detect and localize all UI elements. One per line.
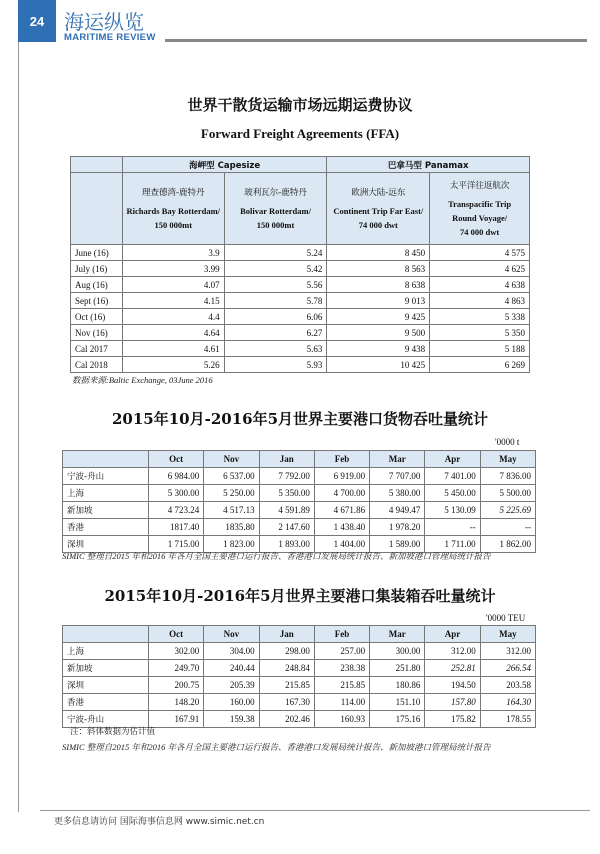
container-column-header: Nov [204, 626, 259, 643]
ffa-period: June (16) [71, 245, 123, 261]
ffa-value: 9 438 [327, 341, 430, 357]
ffa-value: 3.99 [122, 261, 224, 277]
container-value: 304.00 [204, 643, 259, 660]
cargo-value: 2 147.60 [259, 519, 314, 536]
ffa-value: 5.78 [224, 293, 327, 309]
footer-text: 更多信息请访问 国际海事信息网 www.simic.net.cn [54, 817, 265, 827]
cargo-value: -- [480, 519, 535, 536]
container-column-header: May [480, 626, 535, 643]
cargo-value: 7 707.00 [370, 468, 425, 485]
container-value: 202.46 [259, 711, 314, 728]
container-value: 252.81 [425, 660, 480, 677]
container-unit: '0000 TEU [486, 613, 526, 623]
cargo-column-header: May [480, 451, 535, 468]
container-value: 238.38 [314, 660, 369, 677]
cargo-value: 1 862.00 [480, 536, 535, 553]
container-value: 194.50 [425, 677, 480, 694]
ffa-period: Nov (16) [71, 325, 123, 341]
container-value: 114.00 [314, 694, 369, 711]
footer-rule [40, 810, 590, 811]
cargo-value: 5 300.00 [149, 485, 204, 502]
ffa-value: 6.27 [224, 325, 327, 341]
container-value: 312.00 [425, 643, 480, 660]
ffa-period: Cal 2018 [71, 357, 123, 373]
ffa-value: 4 638 [430, 277, 530, 293]
container-value: 249.70 [149, 660, 204, 677]
ffa-route: 太平洋往返航次 Transpacific Trip Round Voyage/ 74 000 dwt [430, 173, 530, 245]
container-value: 167.91 [149, 711, 204, 728]
ffa-row [71, 261, 530, 277]
container-column-header: Jan [259, 626, 314, 643]
container-value: 205.39 [204, 677, 259, 694]
container-value: 298.00 [259, 643, 314, 660]
ffa-value: 6.06 [224, 309, 327, 325]
ffa-value: 5.42 [224, 261, 327, 277]
cargo-value: 1 715.00 [149, 536, 204, 553]
cargo-column-header: Feb [314, 451, 369, 468]
cargo-value: 5 130.09 [425, 502, 480, 519]
cargo-row [63, 519, 536, 536]
cargo-table [62, 450, 536, 553]
ffa-table [70, 156, 530, 373]
cargo-value: 6 537.00 [204, 468, 259, 485]
ffa-value: 5.63 [224, 341, 327, 357]
container-note: 注：斜体数据为估计值 [70, 726, 156, 736]
ffa-period: Aug (16) [71, 277, 123, 293]
ffa-value: 3.9 [122, 245, 224, 261]
container-source: SIMIC 整理自2015 年和2016 年各月全国主要港口运行报告、香港港口发展局统计报告、新加坡港口管理局统计报告 [62, 742, 491, 752]
ffa-title-cn: 世界干散货运输市场远期运费协议 [187, 96, 413, 114]
container-value: 312.00 [480, 643, 535, 660]
cargo-value: 6 919.00 [314, 468, 369, 485]
ffa-value: 9 425 [327, 309, 430, 325]
cargo-value: 4 517.13 [204, 502, 259, 519]
container-value: 248.84 [259, 660, 314, 677]
cargo-value: 1 589.00 [370, 536, 425, 553]
cargo-column-header: Oct [149, 451, 204, 468]
ffa-value: 4.07 [122, 277, 224, 293]
container-port-name: 深圳 [63, 677, 149, 694]
cargo-column-header [63, 451, 149, 468]
cargo-port-name: 新加坡 [63, 502, 149, 519]
cargo-value: 1 404.00 [314, 536, 369, 553]
section-title-cn: 海运纵览 [64, 10, 144, 34]
cargo-value: 1 711.00 [425, 536, 480, 553]
container-value: 164.30 [480, 694, 535, 711]
container-value: 159.38 [204, 711, 259, 728]
container-value: 178.55 [480, 711, 535, 728]
ffa-value: 6 269 [430, 357, 530, 373]
container-row [63, 677, 536, 694]
header-rule [165, 39, 587, 42]
ffa-row [71, 293, 530, 309]
container-value: 167.30 [259, 694, 314, 711]
container-value: 251.80 [370, 660, 425, 677]
container-column-header: Apr [425, 626, 480, 643]
cargo-port-name: 上海 [63, 485, 149, 502]
container-column-header [63, 626, 149, 643]
cargo-unit: '0000 t [495, 437, 520, 447]
container-value: 180.86 [370, 677, 425, 694]
container-value: 240.44 [204, 660, 259, 677]
cargo-row [63, 485, 536, 502]
ffa-period: Oct (16) [71, 309, 123, 325]
ffa-value: 4 625 [430, 261, 530, 277]
cargo-value: 6 984.00 [149, 468, 204, 485]
cargo-value: 1817.40 [149, 519, 204, 536]
cargo-value: 5 500.00 [480, 485, 535, 502]
ffa-value: 8 450 [327, 245, 430, 261]
ffa-group-capesize: 海岬型 Capesize [122, 157, 327, 173]
ffa-value: 8 638 [327, 277, 430, 293]
ffa-value: 4 863 [430, 293, 530, 309]
cargo-value: 5 250.00 [204, 485, 259, 502]
container-column-header: Feb [314, 626, 369, 643]
ffa-corner-2 [71, 173, 123, 245]
ffa-value: 5.26 [122, 357, 224, 373]
ffa-value: 8 563 [327, 261, 430, 277]
cargo-value: 4 723.24 [149, 502, 204, 519]
ffa-source: 数据来源:Baltic Exchange, 03June 2016 [72, 375, 213, 385]
cargo-value: 7 401.00 [425, 468, 480, 485]
cargo-column-header: Nov [204, 451, 259, 468]
ffa-value: 4.64 [122, 325, 224, 341]
ffa-row [71, 357, 530, 373]
ffa-value: 10 425 [327, 357, 430, 373]
container-value: 215.85 [314, 677, 369, 694]
ffa-value: 9 500 [327, 325, 430, 341]
ffa-value: 4 575 [430, 245, 530, 261]
cargo-source: SIMIC 整理自2015 年和2016 年各月全国主要港口运行报告、香港港口发展局统计报告、新加坡港口管理局统计报告 [62, 551, 491, 561]
container-port-name: 上海 [63, 643, 149, 660]
cargo-value: -- [425, 519, 480, 536]
cargo-value: 4 591.89 [259, 502, 314, 519]
ffa-period: Sept (16) [71, 293, 123, 309]
ffa-period: July (16) [71, 261, 123, 277]
section-title-en: MARITIME REVIEW [64, 32, 156, 43]
cargo-value: 1 978.20 [370, 519, 425, 536]
ffa-row [71, 277, 530, 293]
container-column-header: Oct [149, 626, 204, 643]
cargo-value: 1835.80 [204, 519, 259, 536]
ffa-route: 玻利瓦尔-鹿特丹 Bolivar Rotterdam/ 150 000mt [224, 173, 327, 245]
ffa-value: 5 188 [430, 341, 530, 357]
container-value: 175.16 [370, 711, 425, 728]
container-table [62, 625, 536, 728]
ffa-group-panamax: 巴拿马型 Panamax [327, 157, 530, 173]
container-value: 157.80 [425, 694, 480, 711]
cargo-value: 7 836.00 [480, 468, 535, 485]
cargo-port-name: 深圳 [63, 536, 149, 553]
container-value: 148.20 [149, 694, 204, 711]
cargo-value: 5 350.00 [259, 485, 314, 502]
ffa-row [71, 325, 530, 341]
ffa-value: 9 013 [327, 293, 430, 309]
cargo-value: 4 671.86 [314, 502, 369, 519]
cargo-value: 1 438.40 [314, 519, 369, 536]
ffa-value: 5 350 [430, 325, 530, 341]
container-row [63, 660, 536, 677]
container-value: 300.00 [370, 643, 425, 660]
cargo-value: 1 893.00 [259, 536, 314, 553]
container-port-name: 新加坡 [63, 660, 149, 677]
cargo-port-name: 宁波-舟山 [63, 468, 149, 485]
ffa-value: 5.56 [224, 277, 327, 293]
ffa-route: 理查德湾-鹿特丹 Richards Bay Rotterdam/ 150 000mt [122, 173, 224, 245]
container-value: 160.00 [204, 694, 259, 711]
container-port-name: 香港 [63, 694, 149, 711]
ffa-row [71, 245, 530, 261]
cargo-column-header: Apr [425, 451, 480, 468]
ffa-value: 5.93 [224, 357, 327, 373]
container-value: 266.54 [480, 660, 535, 677]
ffa-period: Cal 2017 [71, 341, 123, 357]
ffa-row [71, 309, 530, 325]
container-value: 200.75 [149, 677, 204, 694]
cargo-value: 4 700.00 [314, 485, 369, 502]
ffa-row [71, 341, 530, 357]
container-value: 175.82 [425, 711, 480, 728]
container-row [63, 643, 536, 660]
container-value: 215.85 [259, 677, 314, 694]
cargo-port-name: 香港 [63, 519, 149, 536]
container-value: 203.58 [480, 677, 535, 694]
ffa-title-en: Forward Freight Agreements (FFA) [200, 126, 400, 141]
container-port-name: 宁波-舟山 [63, 711, 149, 728]
cargo-row [63, 468, 536, 485]
container-value: 257.00 [314, 643, 369, 660]
ffa-value: 4.15 [122, 293, 224, 309]
cargo-value: 4 949.47 [370, 502, 425, 519]
ffa-value: 4.61 [122, 341, 224, 357]
container-row [63, 694, 536, 711]
ffa-route: 欧洲大陆-远东 Continent Trip Far East/ 74 000 dwt [327, 173, 430, 245]
ffa-value: 4.4 [122, 309, 224, 325]
ffa-corner [71, 157, 123, 173]
cargo-value: 1 823.00 [204, 536, 259, 553]
page-number: 24 [18, 0, 56, 42]
cargo-value: 5 450.00 [425, 485, 480, 502]
container-column-header: Mar [370, 626, 425, 643]
cargo-title: 2015年10月-2016年5月世界主要港口货物吞吐量统计 [111, 410, 489, 428]
container-value: 302.00 [149, 643, 204, 660]
cargo-column-header: Mar [370, 451, 425, 468]
cargo-row [63, 502, 536, 519]
cargo-value: 5 380.00 [370, 485, 425, 502]
container-value: 160.93 [314, 711, 369, 728]
cargo-value: 5 225.69 [480, 502, 535, 519]
container-title: 2015年10月-2016年5月世界主要港口集装箱吞吐量统计 [104, 587, 496, 605]
cargo-value: 7 792.00 [259, 468, 314, 485]
cargo-column-header: Jan [259, 451, 314, 468]
ffa-value: 5.24 [224, 245, 327, 261]
container-value: 151.10 [370, 694, 425, 711]
ffa-value: 5 338 [430, 309, 530, 325]
